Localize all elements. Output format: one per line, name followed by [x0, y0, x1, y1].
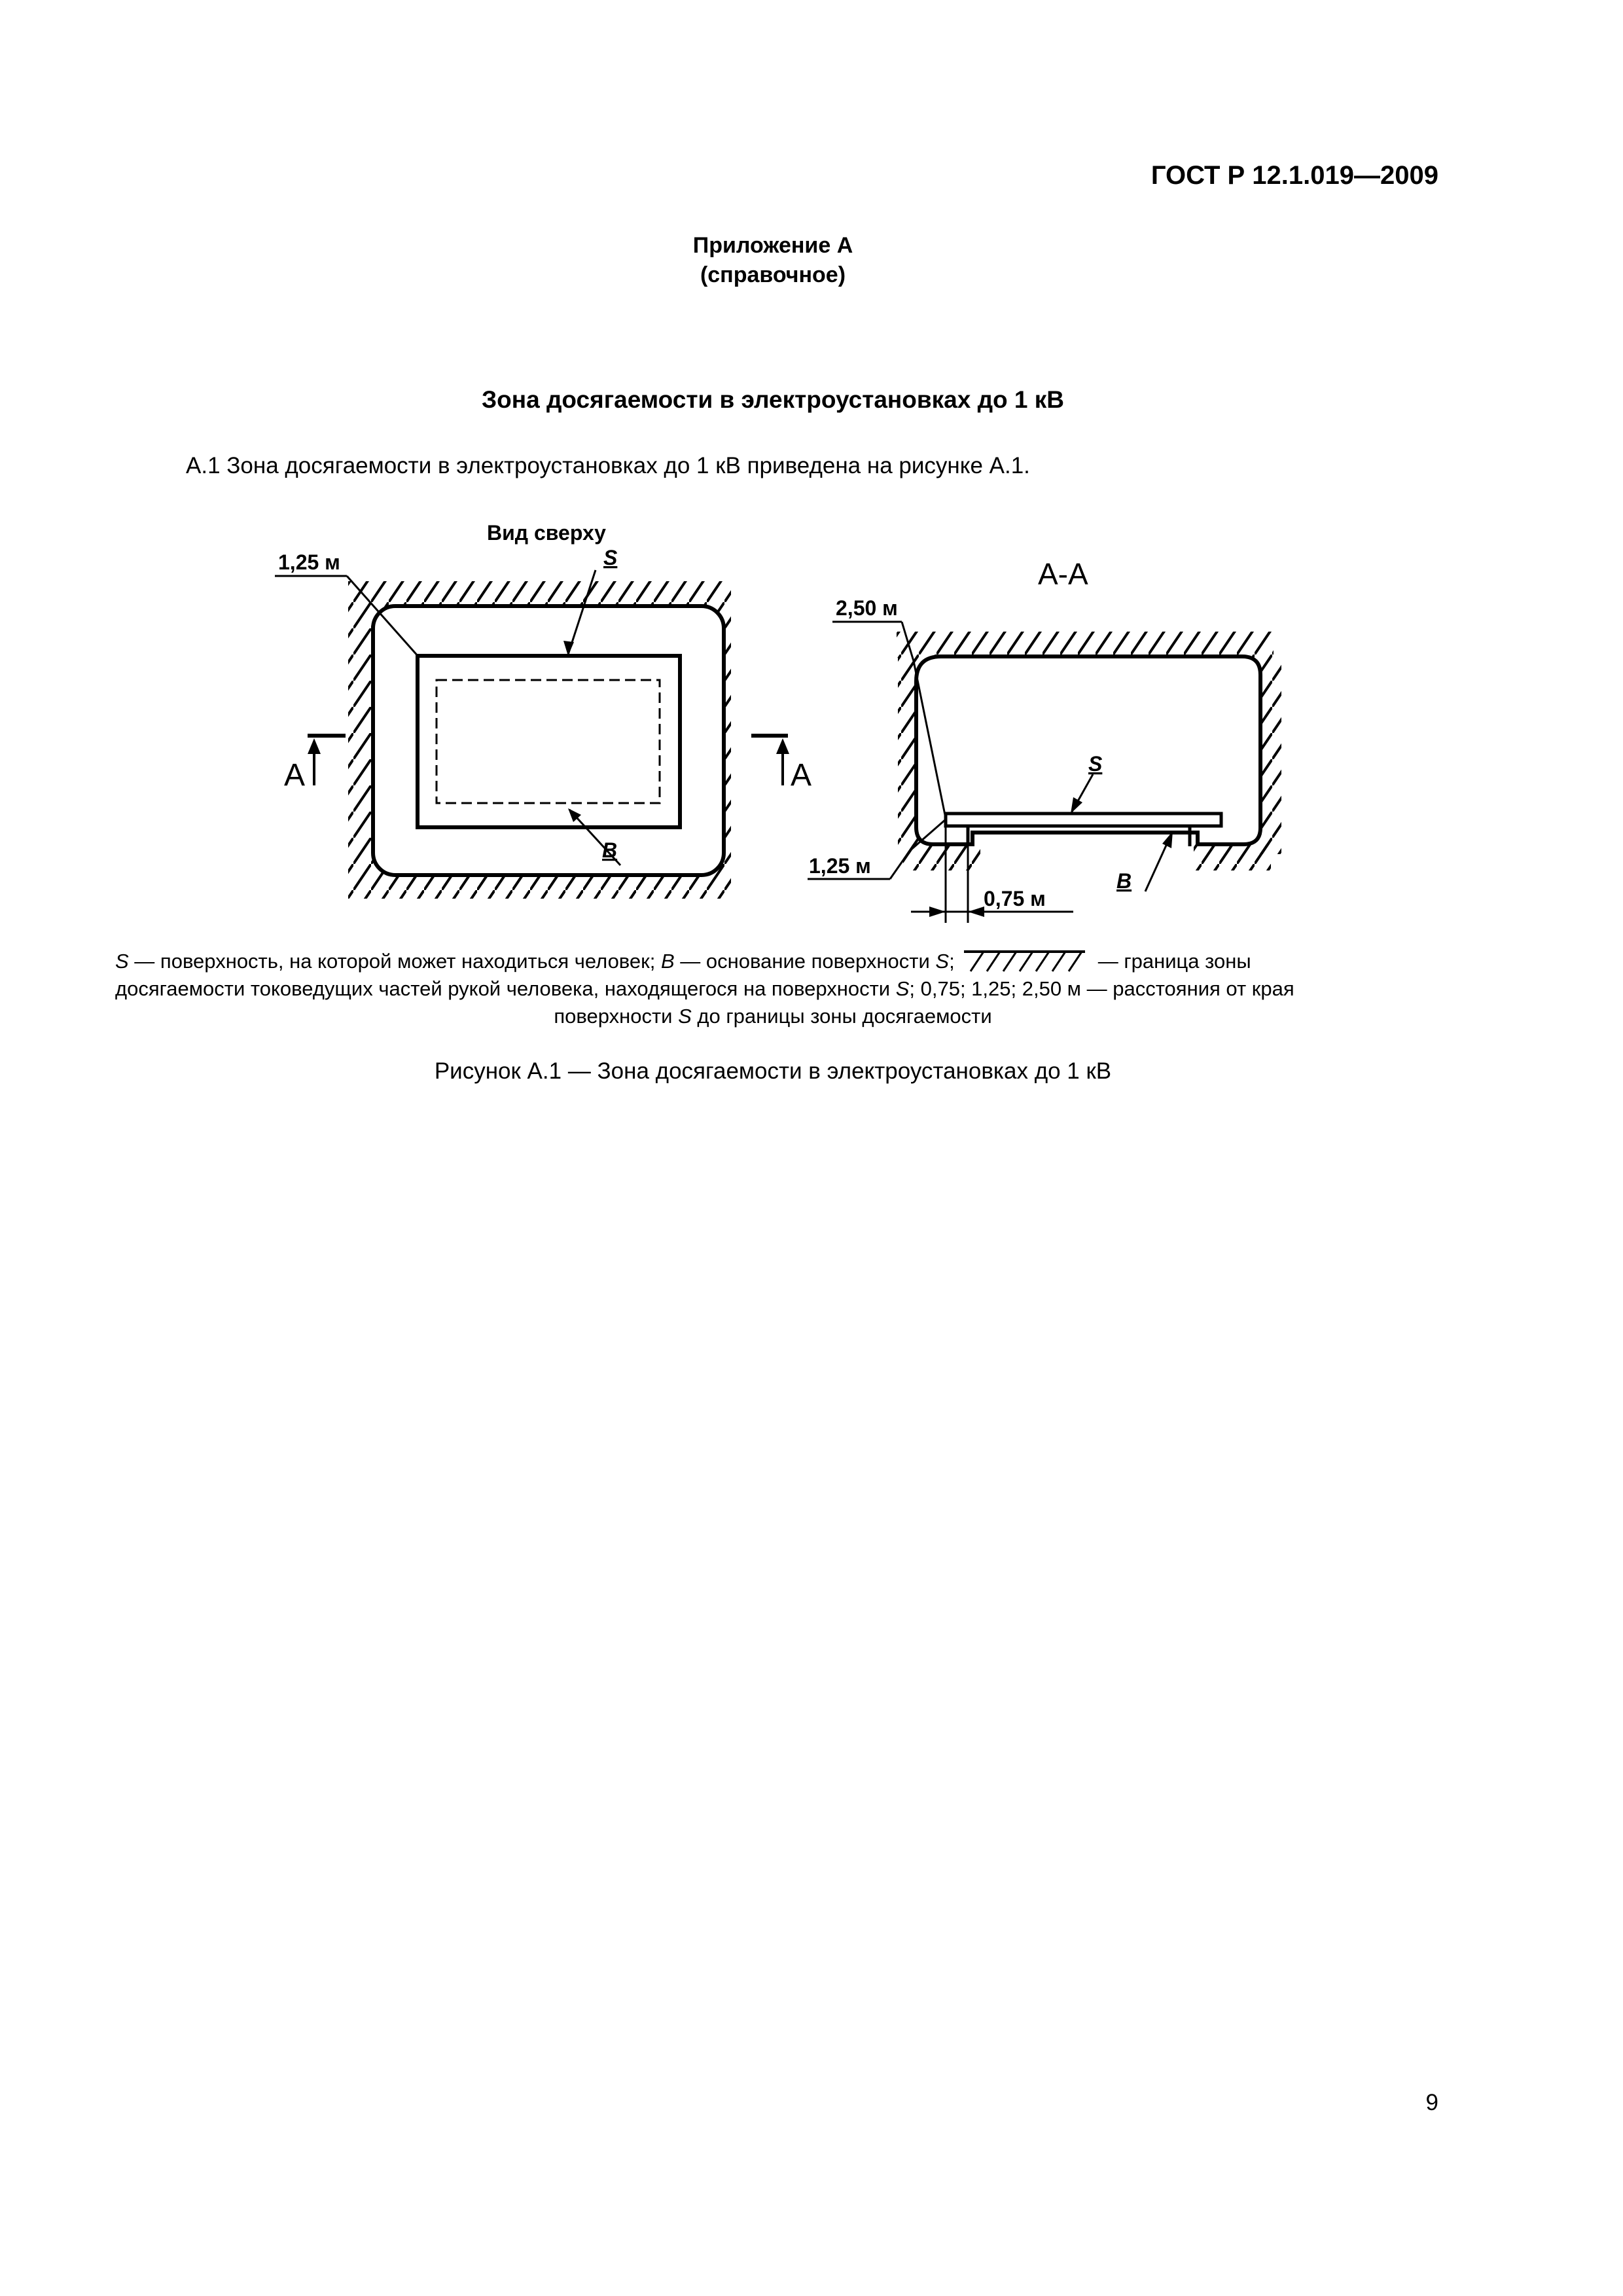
- legend-s-symbol: S: [115, 950, 129, 973]
- s-label-top: S: [603, 546, 618, 569]
- section-mark-right: [751, 736, 812, 793]
- section-letter-right: А: [791, 758, 812, 793]
- legend-hatch-text: — граница зоны: [1097, 950, 1251, 973]
- legend-s-symbol-2: S: [935, 950, 950, 973]
- legend-semicolon: ;: [949, 950, 955, 973]
- legend-s-text: — поверхность, на которой может находиться человек;: [128, 950, 661, 973]
- b-label-section: B: [1116, 869, 1132, 893]
- legend-s-symbol-3: S: [895, 977, 910, 1000]
- legend-line-3-b: до границы зоны досягаемости: [691, 1005, 992, 1028]
- page-number: 9: [1425, 2090, 1438, 2115]
- section-letter-left: А: [284, 758, 306, 793]
- legend-line-1: [115, 948, 1431, 975]
- figure-legend: [115, 948, 1431, 1030]
- legend-line-3-a: поверхности: [554, 1005, 679, 1028]
- section-title: Зона досягаемости в электроустановках до 1 кВ: [481, 386, 1065, 413]
- legend-hatch-symbol: [964, 950, 1085, 972]
- surface-s-section: [946, 814, 1221, 826]
- dim-label-top: 1,25 м: [278, 550, 340, 574]
- appendix-subtitle: (справочное): [700, 262, 846, 287]
- legend-line-2: [115, 975, 1431, 1003]
- appendix-title: Приложение А: [692, 233, 853, 258]
- figure-caption: Рисунок А.1 — Зона досягаемости в электроустановках до 1 кВ: [434, 1058, 1112, 1084]
- legend-line-2-a: досягаемости токоведущих частей рукой человека, находящегося на поверхности: [115, 977, 896, 1000]
- dim-arrow-0-75-left: [929, 906, 946, 917]
- legend-b-symbol: B: [660, 950, 675, 973]
- dim-arrow-0-75-right: [968, 906, 984, 917]
- legend-b-text: — основание поверхности: [674, 950, 936, 973]
- s-label-section: S: [1088, 752, 1103, 776]
- section-paragraph: А.1 Зона досягаемости в электроустановках до 1 кВ приведена на рисунке А.1.: [186, 453, 1030, 478]
- dim-label-0-75: 0,75 м: [984, 887, 1046, 910]
- surface-s-top: [418, 656, 680, 827]
- figure-a1-diagram: [0, 497, 1546, 929]
- b-label-top: B: [602, 838, 618, 862]
- dim-label-1-25: 1,25 м: [809, 854, 871, 878]
- top-view-title: Вид сверху: [487, 521, 606, 545]
- dim-label-2-50: 2,50 м: [836, 596, 898, 620]
- legend-s-symbol-4: S: [678, 1005, 692, 1028]
- top-view: [275, 521, 812, 899]
- legend-line-3: [115, 1003, 1431, 1030]
- section-view-title: А-А: [1038, 557, 1088, 591]
- section-mark-left: [284, 736, 346, 793]
- section-view: [808, 557, 1281, 923]
- standard-code: ГОСТ Р 12.1.019—2009: [1150, 161, 1438, 190]
- legend-line-2-b: ; 0,75; 1,25; 2,50 м — расстояния от края: [909, 977, 1294, 1000]
